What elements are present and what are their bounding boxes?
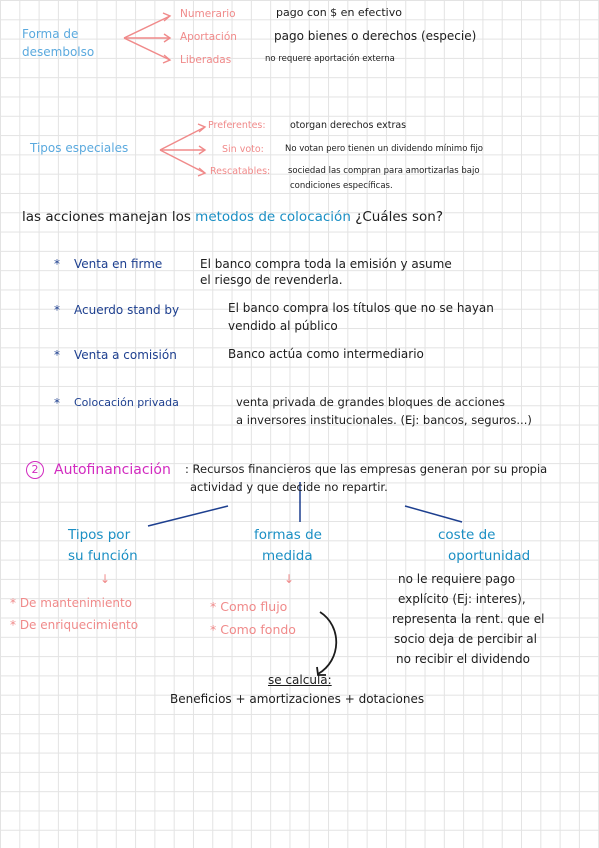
colocacion-question-highlight: metodos de colocación bbox=[195, 209, 351, 225]
branch2-arrow-icon: ↓ bbox=[284, 572, 295, 586]
colocacion-question-prefix: las acciones manejan los bbox=[22, 209, 191, 225]
section-number-circle: 2 bbox=[26, 461, 44, 479]
colocacion-desc-venta-firme-1: El banco compra toda la emisión y asume bbox=[200, 257, 452, 271]
colocacion-name-venta-firme: Venta en firme bbox=[74, 257, 163, 271]
branch2-title-line2: medida bbox=[262, 548, 313, 564]
calc-label: se calcula: bbox=[268, 673, 332, 687]
colocacion-question-suffix: ¿Cuáles son? bbox=[355, 209, 444, 225]
branch3-line-5: no recibir el dividendo bbox=[396, 652, 530, 666]
colocacion-name-stand-by: Acuerdo stand by bbox=[74, 303, 180, 317]
branch1-item-mantenimiento: * De mantenimiento bbox=[10, 596, 132, 610]
desembolso-label-line1: Forma de bbox=[22, 27, 79, 41]
branch3-title-line1: coste de bbox=[438, 527, 496, 543]
branch3-line-1: no le requiere pago bbox=[398, 572, 516, 586]
especiales-type-preferentes: Preferentes: bbox=[208, 120, 266, 131]
bullet-star: * bbox=[54, 348, 60, 362]
desembolso-label-line2: desembolso bbox=[22, 45, 95, 59]
colocacion-question bbox=[22, 210, 443, 226]
especiales-type-sinvoto: Sin voto: bbox=[222, 144, 264, 155]
autofinanciacion-def-line2: actividad y que decide no repartir. bbox=[190, 480, 388, 494]
branch3-line-3: representa la rent. que el bbox=[392, 612, 545, 626]
colocacion-desc-privada-2: a inversores institucionales. (Ej: bancos, seguros...) bbox=[236, 413, 532, 427]
especiales-desc-rescatables: sociedad las compran para amortizarlas bajo bbox=[288, 166, 480, 176]
colocacion-desc-stand-by-1: El banco compra los títulos que no se hayan bbox=[228, 301, 494, 315]
branch2-item-flujo: * Como flujo bbox=[210, 599, 288, 614]
branch3-line-2: explícito (Ej: interes), bbox=[398, 592, 526, 606]
branch3-title-line2: oportunidad bbox=[448, 548, 531, 564]
colocacion-desc-privada-1: venta privada de grandes bloques de acciones bbox=[236, 395, 506, 409]
colocacion-desc-venta-firme-2: el riesgo de revenderla. bbox=[200, 273, 343, 287]
bullet-star: * bbox=[54, 303, 60, 317]
especiales-label: Tipos especiales bbox=[30, 141, 129, 155]
colocacion-desc-comision-1: Banco actúa como intermediario bbox=[228, 347, 424, 361]
bullet-star: * bbox=[54, 257, 60, 271]
desembolso-type-aportacion: Aportación bbox=[180, 31, 237, 43]
desembolso-desc-numerario: pago con $ en efectivo bbox=[276, 6, 402, 19]
autofinanciacion-title: Autofinanciación bbox=[54, 462, 171, 478]
desembolso-type-liberadas: Liberadas bbox=[180, 54, 232, 66]
desembolso-desc-liberadas: no requere aportación externa bbox=[265, 54, 395, 64]
autofinanciacion-def-line1: : Recursos financieros que las empresas generan por su propia bbox=[185, 462, 548, 476]
bullet-star: * bbox=[54, 396, 60, 410]
desembolso-type-numerario: Numerario bbox=[180, 8, 236, 20]
especiales-desc-sinvoto: No votan pero tienen un dividendo mínimo fijo bbox=[285, 144, 484, 154]
colocacion-name-comision: Venta a comisión bbox=[74, 348, 177, 362]
especiales-type-rescatables: Rescatables: bbox=[210, 166, 271, 177]
branch1-title-line2: su función bbox=[68, 548, 138, 564]
calc-formula: Beneficios + amortizaciones + dotaciones bbox=[170, 692, 425, 706]
branch1-title-line1: Tipos por bbox=[68, 527, 131, 543]
especiales-desc-preferentes: otorgan derechos extras bbox=[290, 120, 407, 131]
desembolso-desc-aportacion: pago bienes o derechos (especie) bbox=[274, 29, 477, 43]
branch2-title-line1: formas de bbox=[254, 527, 322, 543]
branch2-item-fondo: * Como fondo bbox=[210, 622, 296, 637]
branch1-item-enriquecimiento: * De enriquecimiento bbox=[10, 618, 139, 632]
especiales-desc-rescatables-line2: condiciones específicas. bbox=[290, 181, 393, 191]
branch1-arrow-icon: ↓ bbox=[100, 572, 111, 586]
colocacion-desc-stand-by-2: vendido al público bbox=[228, 319, 338, 333]
branch3-line-4: socio deja de percibir al bbox=[394, 632, 537, 646]
colocacion-name-privada: Colocación privada bbox=[74, 396, 179, 409]
